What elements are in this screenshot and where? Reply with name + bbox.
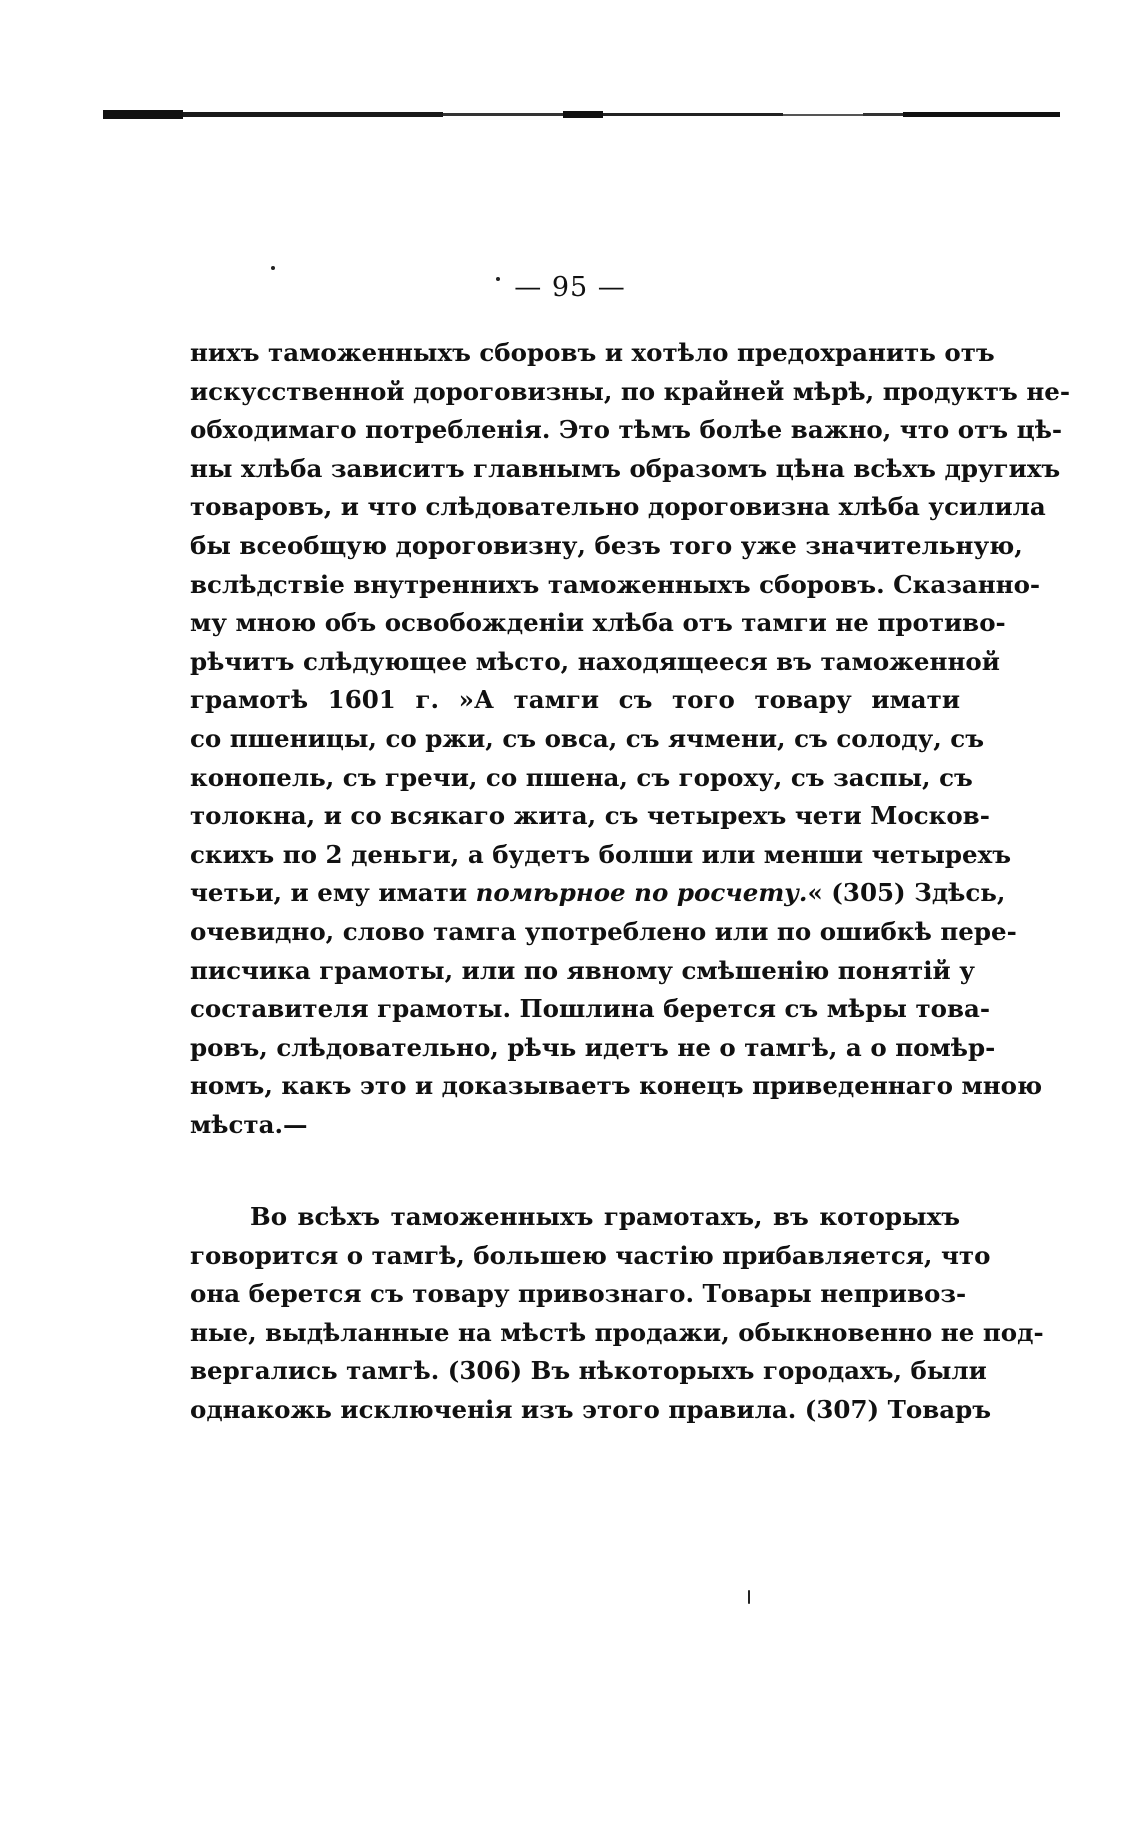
italic-quote: помѣрное по росчету. (475, 878, 808, 908)
text-line: толокна, и со всякаго жита, съ четырехъ чети Москов- (190, 801, 990, 831)
text-line: вслѣдствіе внутреннихъ таможенныхъ сборовъ. Сказанно- (190, 569, 1041, 599)
text-line: вергались тамгѣ. (306) Въ нѣкоторыхъ городахъ, были (190, 1356, 987, 1386)
text-line: искусственной дороговизны, по крайней мѣрѣ, продуктъ не- (190, 376, 1071, 406)
text-line: обходимаго потребленія. Это тѣмъ болѣе важно, что отъ цѣ- (190, 415, 1063, 445)
text-line: нихъ таможенныхъ сборовъ и хотѣло предохранить отъ (190, 338, 995, 367)
text-line: писчика грамоты, или по явному смѣшенію понятій у (190, 955, 975, 985)
text-segment: « (305) Здѣсь, (807, 878, 1006, 908)
text-line: бы всеобщую дороговизну, безъ того уже значительную, (190, 530, 1023, 560)
paragraph-1 (190, 334, 1071, 1144)
paragraph-2 (190, 1198, 1044, 1430)
text-line: номъ, какъ это и доказываетъ конецъ приведеннаго мною (190, 1071, 1043, 1101)
top-rule-divider (103, 108, 1060, 120)
text-line-with-italic (190, 874, 1006, 913)
text-line: со пшеницы, со ржи, съ овса, съ ячмени, съ солоду, съ (190, 723, 985, 753)
text-line: ровъ, слѣдовательно, рѣчь идетъ не о тамгѣ, а о помѣр- (190, 1032, 996, 1062)
text-line: мѣста.— (190, 1109, 308, 1139)
text-line: ны хлѣба зависитъ главнымъ образомъ цѣна всѣхъ другихъ (190, 453, 1061, 483)
text-line: му мною объ освобожденіи хлѣба отъ тамги не противо- (190, 608, 1006, 638)
text-line: товаровъ, и что слѣдовательно дороговизна хлѣба усилила (190, 492, 1046, 522)
text-line: она берется съ товару привознаго. Товары непривоз- (190, 1279, 967, 1309)
text-segment: четьи, и ему имати (190, 878, 476, 908)
text-line: рѣчитъ слѣдующее мѣсто, находящееся въ таможенной (190, 646, 1000, 676)
text-line: конопель, съ гречи, со пшена, съ гороху, съ заспы, съ (190, 762, 973, 792)
text-line: говорится о тамгѣ, большею частію прибавляется, что (190, 1240, 991, 1270)
text-line: грамотѣ 1601 г. »А тамги съ того товару имати (190, 685, 960, 715)
text-line: однакожь исключенія изъ этого правила. (307) Товаръ (190, 1394, 992, 1424)
text-line: составителя грамоты. Пошлина берется съ мѣры това- (190, 994, 991, 1024)
page-number: — 95 — (514, 272, 626, 303)
text-line: очевидно, слово тамга употреблено или по ошибкѣ пере- (190, 916, 1017, 946)
text-line: ные, выдѣланные на мѣстѣ продажи, обыкновенно не под- (190, 1317, 1044, 1347)
text-line: Во всѣхъ таможенныхъ грамотахъ, въ которыхъ (250, 1202, 960, 1231)
text-line: скихъ по 2 деньги, а будетъ болши или менши четырехъ (190, 839, 1012, 869)
ink-speck (748, 1590, 750, 1604)
ink-speck (271, 266, 275, 270)
